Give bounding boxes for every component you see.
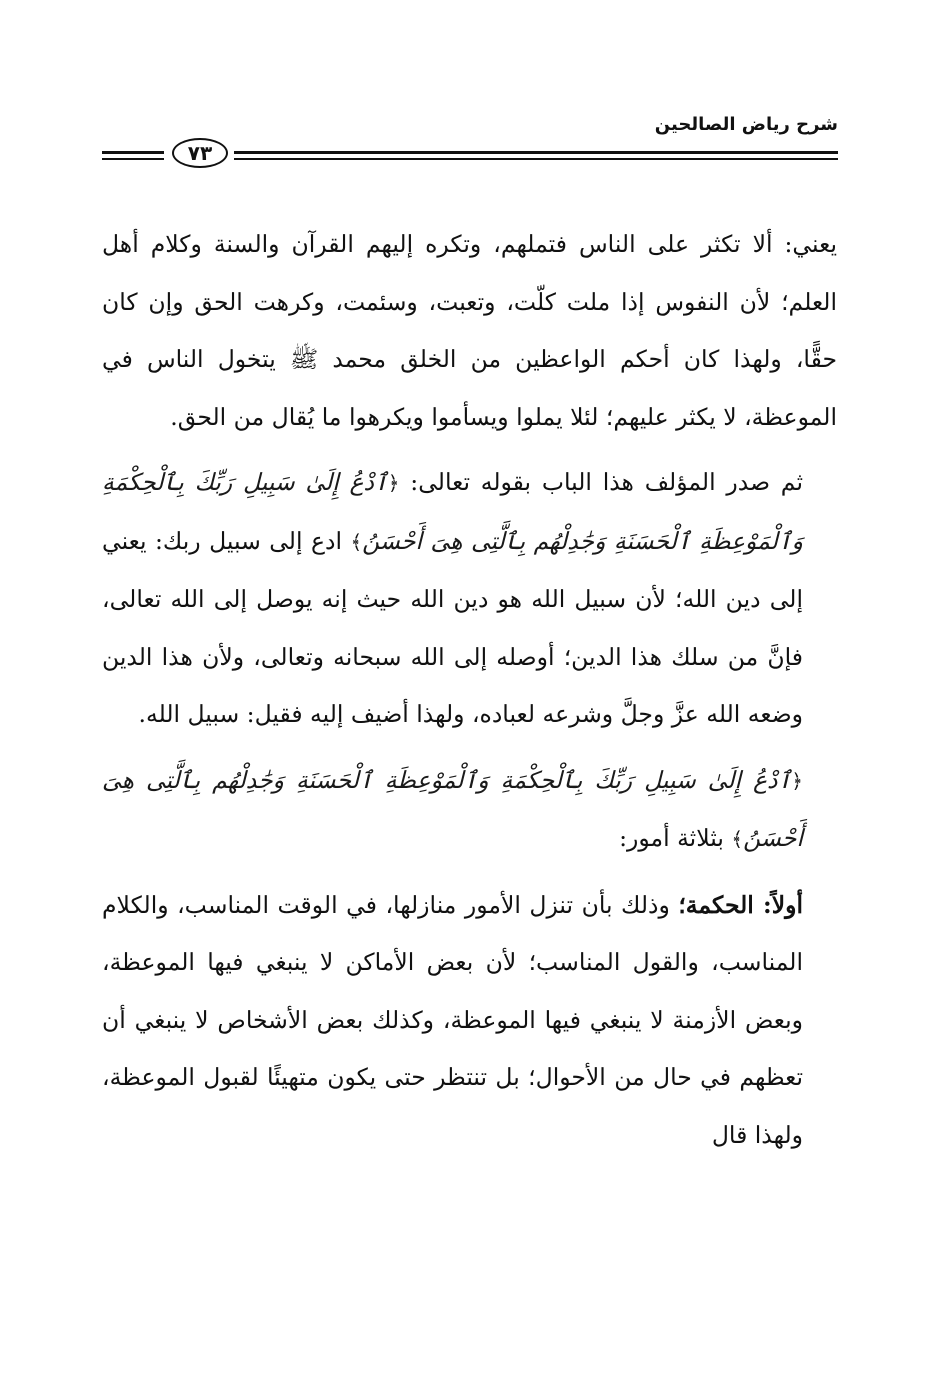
paragraph-2	[102, 454, 837, 744]
header-rule-left	[102, 151, 164, 154]
quran-verse: ٱدْعُ إِلَىٰ سَبِيلِ رَبِّكَ بِٱلْحِكْمَةِ وَٱلْمَوْعِظَةِ ٱلْحَسَنَةِ وَجَٰدِلْهُم بِٱلَّتِى هِىَ أَحْسَنُ	[102, 765, 803, 852]
paragraph-2-intro: ثم صدر المؤلف هذا الباب بقوله تعالى:	[399, 468, 803, 496]
paragraph-1-text: يعني: ألا تكثر على الناس فتملهم، وتكره إليهم القرآن والسنة وكلام أهل العلم؛ لأن النفوس إذا ملت كلّت، وتعبت، وسئمت، وكرهت الحق وإن كان حقًّا، ولهذا كان أحكم الواعظين من الخلق محمد ﷺ يتخول الناس في الموعظة، لا يكثر عليهم؛ لئلا يملوا ويسأموا ويكرهوا ما يُقال من الحق.	[102, 230, 837, 431]
book-title: شرح رياض الصالحين	[654, 114, 838, 135]
paragraph-4	[102, 877, 837, 1165]
paragraph-4-rest: وذلك بأن تنزل الأمور منازلها، في الوقت المناسب، والكلام المناسب، والقول المناسب؛ لأن بعض الأماكن لا ينبغي فيها الموعظة، وبعض الأزمنة لا ينبغي فيها الموعظة، وكذلك بعض الأشخاص لا ينبغي أن تعظهم في حال من الأحوال؛ بل تنتظر حتى يكون متهيئًا لقبول الموعظة، ولهذا قال	[102, 890, 803, 1149]
quran-bracket-close: ﴾	[350, 529, 363, 554]
quran-bracket-close: ﴾	[731, 827, 744, 851]
paragraph-3	[102, 752, 837, 869]
quran-bracket-open: ﴿	[791, 768, 803, 793]
page-body	[102, 216, 837, 1164]
header-rule-right-thin	[234, 158, 838, 160]
quran-verse: ٱدْعُ إِلَىٰ سَبِيلِ رَبِّكَ بِٱلْحِكْمَةِ وَٱلْمَوْعِظَةِ ٱلْحَسَنَةِ وَجَٰدِلْهُم بِٱلَّتِى هِىَ أَحْسَنُ	[102, 468, 803, 555]
paragraph-3-rest: بثلاثة أمور:	[619, 824, 732, 852]
header-rule-right	[234, 151, 838, 154]
quran-bracket-open: ﴿	[387, 471, 400, 495]
paragraph-2-rest: ادع إلى سبيل ربك: يعني إلى دين الله؛ لأن سبيل الله هو دين الله حيث إنه يوصل إلى الله تعالى، فإنَّ من سلك هذا الدين؛ أوصله إلى الله سبحانه وتعالى، ولأن هذا الدين وضعه الله عزَّ وجلَّ وشرعه لعباده، ولهذا أضيف إليه فقيل: سبيل الله.	[102, 526, 803, 728]
header-rule-left-thin	[102, 158, 164, 160]
page-number: ٧٣	[172, 138, 228, 168]
point-heading: أولاً: الحكمة؛	[678, 890, 803, 919]
paragraph-1	[102, 216, 837, 446]
page-header	[100, 108, 840, 168]
